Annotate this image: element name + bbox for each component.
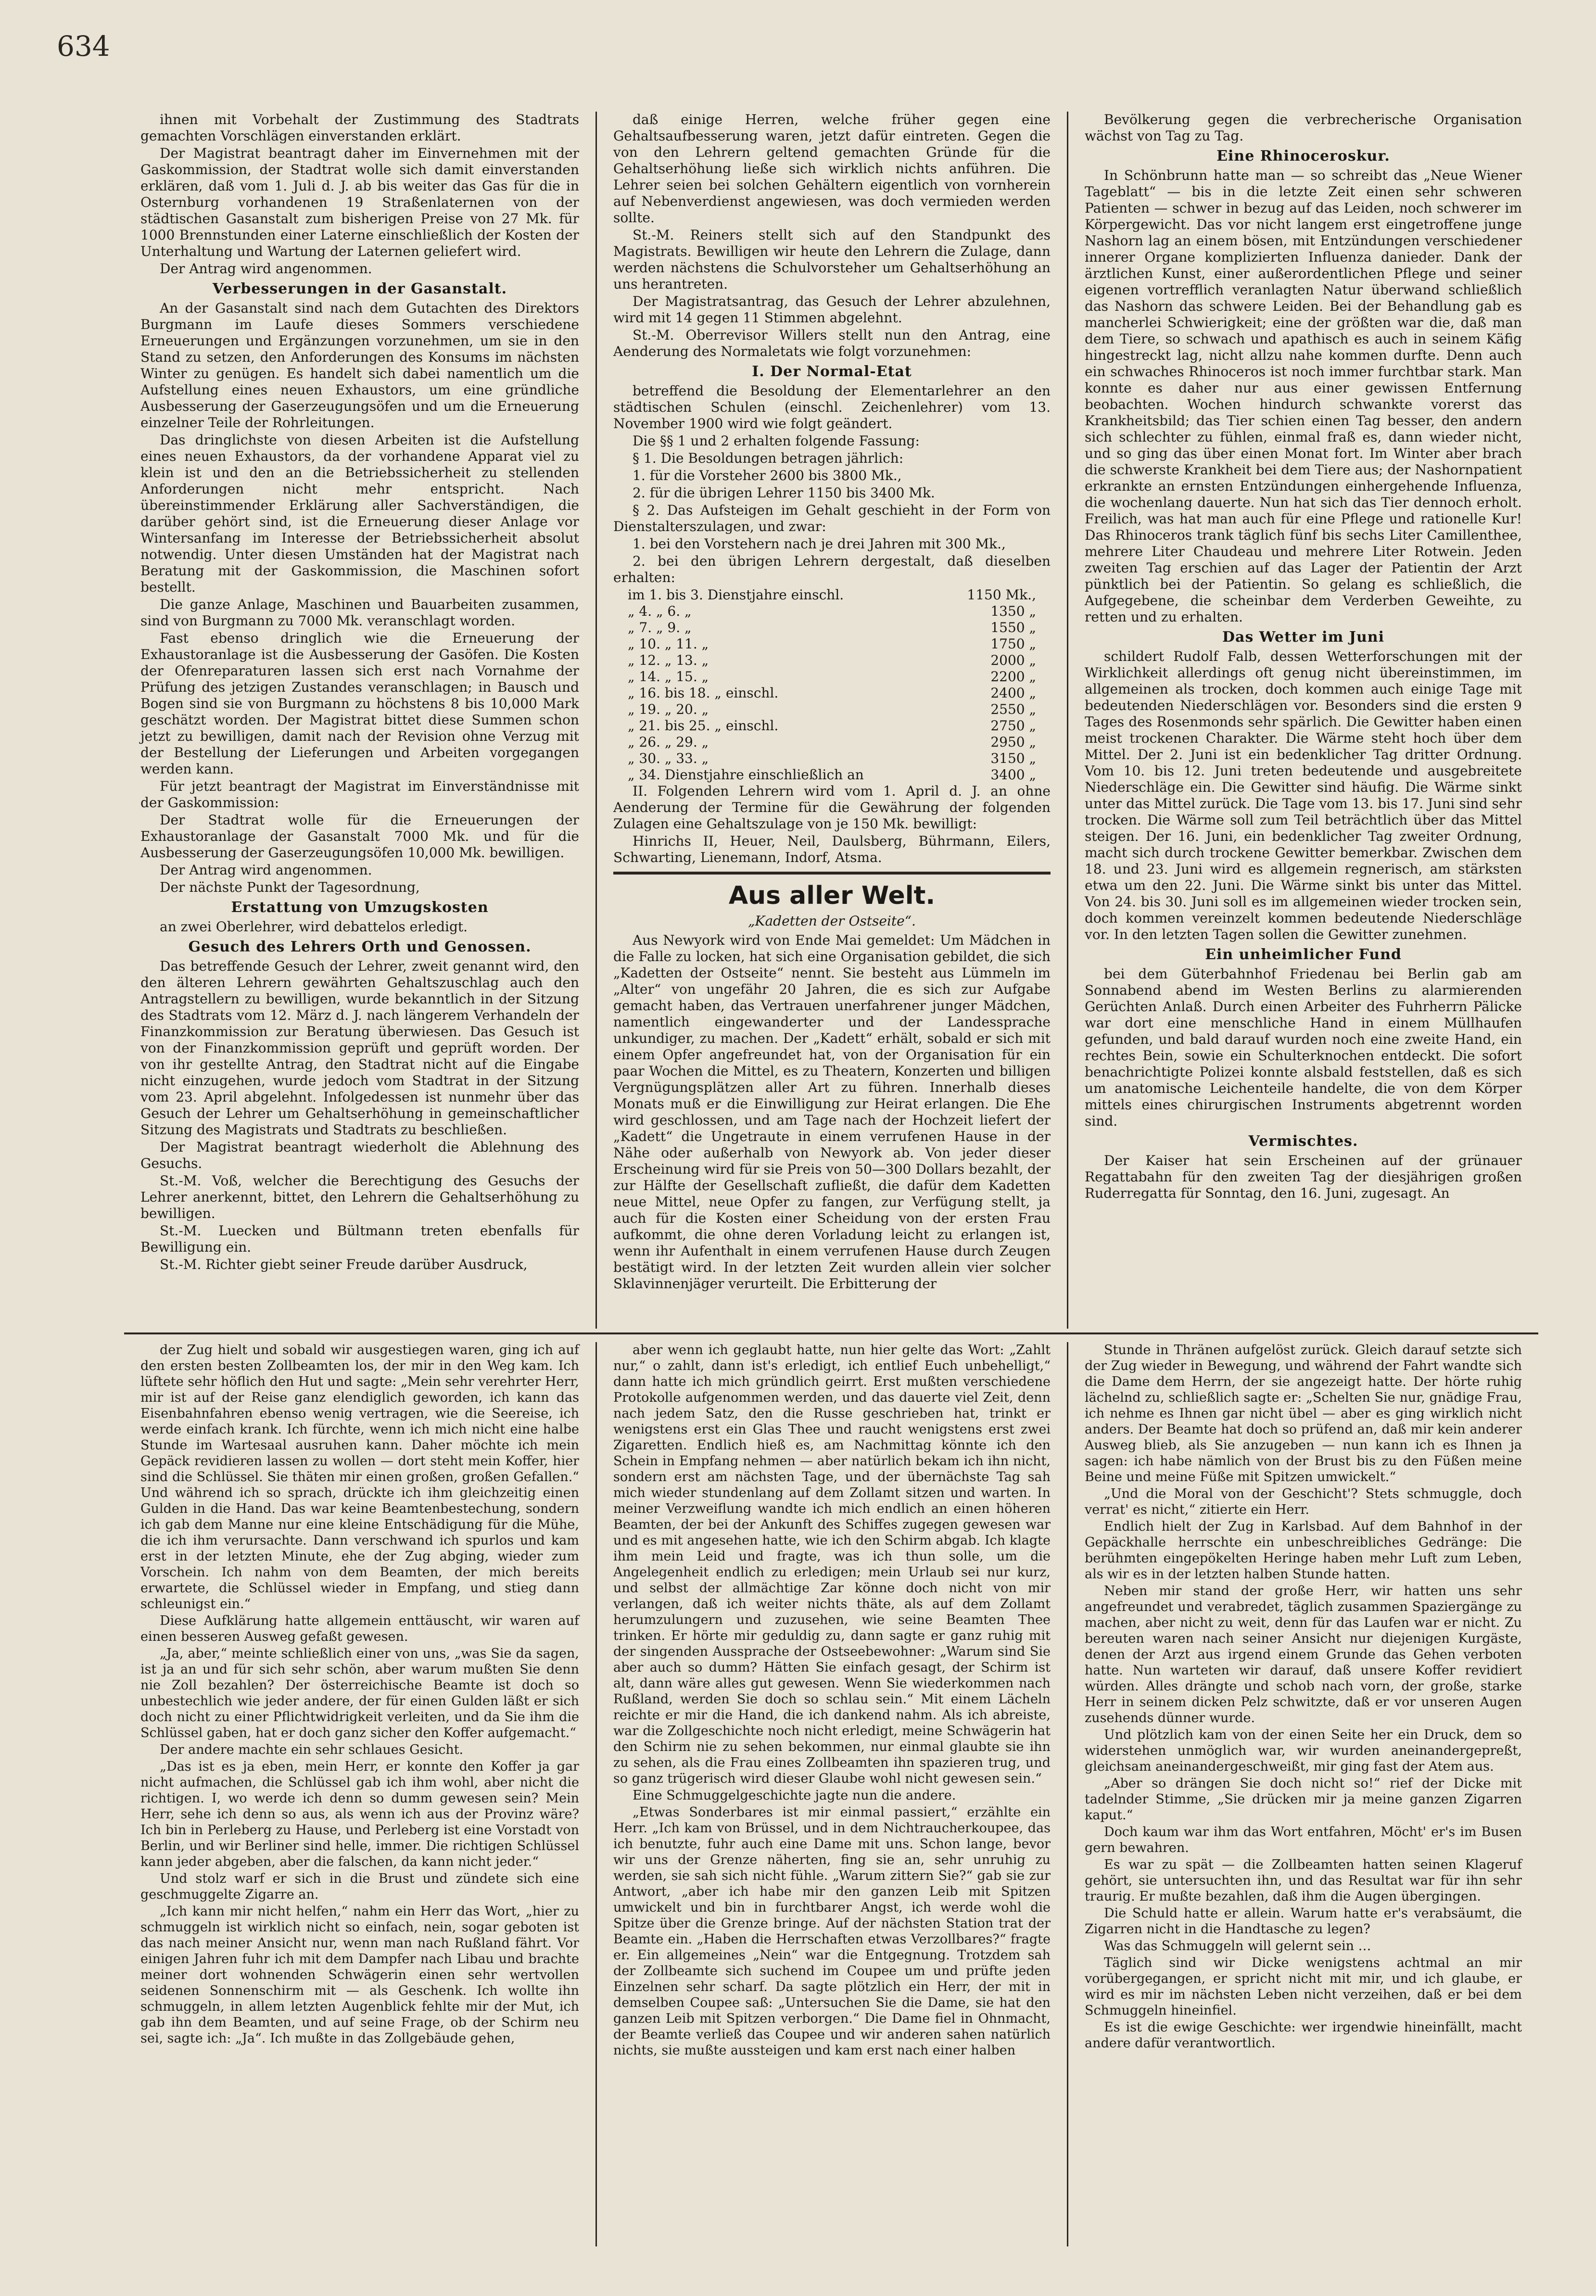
salary-amount: 1150 Mk., bbox=[967, 587, 1036, 603]
paragraph: bei dem Güterbahnhof Friedenau bei Berlin gab am Sonnabend abend im Westen Berlins zu alarmierenden Gerüchten Anlaß. Durch einen Arbeiter des Fuhrherrn Pälicke war dort eine menschliche Hand in einem Müllhaufen gefunden, und bald darauf wurden noch eine zweite Hand, ein rechtes Bein, sowie ein Schulterknochen entdeckt. Die sofort benachrichtigte Polizei konnte alsbald feststellen, daß es sich um anatomische Leichenteile handelte, die von dem Körper mittels eines chirurgischen Instruments abgetrennt worden sind. bbox=[1085, 966, 1522, 1129]
paragraph: Der Magistratsantrag, das Gesuch der Lehrer abzulehnen, wird mit 14 gegen 11 Stimmen abgelehnt. bbox=[613, 293, 1051, 326]
paragraph: Hinrichs II, Heuer, Neil, Daulsberg, Bührmann, Eilers, Schwarting, Lienemann, Indorf, Atsma. bbox=[613, 833, 1051, 865]
paragraph: Der Antrag wird angenommen. bbox=[160, 862, 372, 878]
upper-column-3 bbox=[1067, 112, 1538, 1329]
salary-range: „ 21. bis 25. „ einschl. bbox=[628, 718, 779, 734]
paragraph: betreffend die Besoldung der Elementarlehrer an den städtischen Schulen (einschl. Zeichenlehrer) vom 13. November 1900 wird wie folgt geändert. bbox=[613, 383, 1051, 431]
salary-amount: 3150 „ bbox=[990, 750, 1036, 766]
paragraph: an zwei Oberlehrer, wird debattelos erledigt. bbox=[160, 919, 468, 935]
salary-range: „ 4. „ 6. „ bbox=[628, 603, 692, 619]
paragraph: „Ich kann mir nicht helfen,“ nahm ein Herr das Wort, „hier zu schmuggeln ist wirklich nicht so einfach, nein, sogar geboten ist das nach meiner Ansicht nur, wenn man nach Rußland fährt. Vor einigen Jahren fuhr ich mit dem Dampfer nach Libau und brachte meiner dort wohnenden Schwägerin einen sehr wertvollen seidenen Sonnenschirm mit — als Geschenk. Ich wollte ihn schmuggeln, in allem letzten Augenblick fehlte mir der Mut, ich gab ihn dem Beamten, und auf seine Frage, ob der Schirm neu sei, sagte ich: „Ja“. Ich mußte in das Zollgebäude gehen, bbox=[140, 1904, 579, 2046]
lower-column-3 bbox=[1067, 1342, 1538, 2246]
paragraph: Aus Newyork wird von Ende Mai gemeldet: Um Mädchen in die Falle zu locken, hat sich eine Organisation gebildet, die sich „Kadetten der Ostseite“ nennt. Sie besteht aus Lümmeln im „Alter“ von ungefähr 20 Jahren, die es sich zur Aufgabe gemacht haben, das Vertrauen unerfahrener junger Mädchen, namentlich eingewanderter und der Landessprache unkundiger, zu machen. Der „Kadett“ erhält, sobald er sich mit einem Opfer angefreundet hat, von der Organisation für ein paar Wochen die Mittel, es zu Theatern, Konzerten und billigen Vergnügungsplätzen aller Art zu führen. Innerhalb dieses Monats muß er die Einwilligung zur Heirat erlangen. Die Ehe wird geschlossen, und am Tage nach der Hochzeit liefert der „Kadett“ die Ungetraute in einem verrufenen Hause in der Nähe oder außerhalb von Newyork ab. Von jeder dieser Erscheinung wird für sie Preis von 50—300 Dollars bezahlt, der zur Hälfte der Gesellschaft zufließt, die dafür dem Kadetten neue Mittel, neue Opfer zu fangen, zur Verfügung stellt, ja auch für die Kosten einer Scheidung von der ersten Frau aufkommt, die ohne deren Vorladung leicht zu erlangen ist, wenn ihr Aufenthalt in einem verrufenen Hause durch Zeugen bestätigt wird. In der letzten Zeit wurden allein vier solcher Sklavinnenjäger verurteilt. Die Erbitterung der bbox=[613, 932, 1051, 1292]
salary-range: „ 12. „ 13. „ bbox=[628, 652, 709, 668]
paragraph: Endlich hielt der Zug in Karlsbad. Auf dem Bahnhof in der Gepäckhalle herrschte ein unbeschreibliches Gedränge: Die berühmten eingepökelten Heringe haben mehr Luft zum Leben, als wir es in der letzten halben Stunde hatten. bbox=[1085, 1519, 1522, 1582]
article-heading: Verbesserungen in der Gasanstalt. bbox=[212, 280, 507, 297]
paragraph: § 2. Das Aufsteigen im Gehalt geschieht in der Form von Dienstalterszulagen, und zwar: bbox=[613, 502, 1051, 534]
salary-range: „ 14. „ 15. „ bbox=[628, 669, 709, 685]
paragraph: Die §§ 1 und 2 erhalten folgende Fassung: bbox=[633, 433, 920, 449]
salary-row bbox=[613, 603, 1051, 620]
paragraph: Neben mir stand der große Herr, wir hatten uns sehr angefreundet und verabredet, täglich zusammen Spaziergänge zu machen, aber nicht zu weit, denn für das Laufen war er nicht. Zu bereuten waren nach seiner Ansicht nur diejenigen Kurgäste, denen der Arzt aus irgend einem Grunde das Gehen verboten hatte. Nun warteten wir darauf, daß unsere Koffer revidiert würden. Alles drängte und schob nach vorn, der große, starke Herr in seinem dicken Pelz schwitzte, daß er vor unseren Augen zusehends dünner wurde. bbox=[1085, 1584, 1522, 1725]
salary-range: „ 10. „ 11. „ bbox=[628, 636, 709, 652]
paragraph: Das betreffende Gesuch der Lehrer, zweit genannt wird, den den älteren Lehrern gewährten Gehaltszuschlag auch den Antragstellern zu bewilligen, wurde bekanntlich in der Sitzung des Stadtrats vom 12. März d. J. nach längerem Verhandeln der Finanzkommission zur Beratung überwiesen. Das Gesuch ist von der Finanzkommission geprüft und geprüft worden. Der von ihr gestellte Antrag, den Stadtrat nicht auf die Eingabe nicht einzugehen, wurde jedoch vom Stadtrat in der Sitzung vom 23. April abgelehnt. Infolgedessen ist nunmehr über das Gesuch der Lehrer um Gehaltserhöhung in gemeinschaftlicher Sitzung des Magistrats und Stadtrats zu beschließen. bbox=[140, 958, 579, 1138]
salary-amount: 1350 „ bbox=[990, 603, 1036, 619]
paragraph: Stunde in Thränen aufgelöst zurück. Gleich darauf setzte sich der Zug wieder in Bewegung, und während der Fahrt wandte sich die Dame dem Herrn, der sie angezeigt hatte. Der hörte ruhig lächelnd zu, schließlich sagte er: „Schelten Sie nur, gnädige Frau, ich nehme es Ihnen gar nicht übel — aber es ging wirklich nicht anders. Der Beamte hat doch so prüfend an, daß mir kein anderer Ausweg blieb, als Sie anzugeben — nun kann ich es Ihnen ja sagen: ich habe nämlich von der Brust bis zu den Füßen meine Beine und meine Füße mit Spitzen umwickelt.“ bbox=[1085, 1343, 1522, 1484]
article-heading: Ein unheimlicher Fund bbox=[1205, 946, 1402, 963]
section-heading: Aus aller Welt. bbox=[613, 872, 1051, 910]
paragraph: Doch kaum war ihm das Wort entfahren, Möcht' er's im Busen gern bewahren. bbox=[1085, 1825, 1522, 1855]
paragraph: Es war zu spät — die Zollbeamten hatten seinen Klageruf gehört, sie untersuchten ihn, und das Resultat war für ihn sehr traurig. Er mußte bezahlen, daß ihm die Augen übergingen. bbox=[1085, 1857, 1522, 1904]
paragraph: Das dringlichste von diesen Arbeiten ist die Aufstellung eines neuen Exhaustors, da der vorhandene Apparat viel zu klein ist und den an die Betriebssicherheit zu stellenden Anforderungen nicht mehr entspricht. Nach übereinstimmender Erklärung aller Sachverständigen, die darüber gehört sind, ist die Erneuerung dieser Anlage vor Wintersanfang im Interesse der Betriebssicherheit absolut notwendig. Unter diesen Umständen hat der Magistrat nach Beratung mit der Gaskommission, die Maschinen sofort bestellt. bbox=[140, 432, 579, 595]
paragraph: „Und die Moral von der Geschicht'? Stets schmuggle, doch verrat' es nicht,“ zitierte ein Herr. bbox=[1085, 1486, 1522, 1517]
page-number: 634 bbox=[57, 30, 110, 63]
salary-amount: 3400 „ bbox=[990, 767, 1036, 783]
salary-amount: 2750 „ bbox=[990, 718, 1036, 734]
article-heading: Gesuch des Lehrers Orth und Genossen. bbox=[188, 939, 532, 955]
salary-amount: 2950 „ bbox=[990, 734, 1036, 750]
paragraph: Und plötzlich kam von der einen Seite her ein Druck, dem so widerstehen unmöglich war, wir wurden aneinandergepreßt, gleichsam aneinandergeschweißt, mir ging fast der Atem aus. bbox=[1085, 1727, 1522, 1774]
lower-feuilleton bbox=[124, 1342, 1538, 2246]
salary-amount: 2200 „ bbox=[990, 669, 1036, 685]
paragraph: Und stolz warf er sich in die Brust und zündete sich eine geschmuggelte Zigarre an. bbox=[140, 1871, 579, 1902]
paragraph: St.-M. Richter giebt seiner Freude darüber Ausdruck, bbox=[160, 1256, 528, 1272]
upper-column-1 bbox=[124, 112, 595, 1329]
paragraph: Der Magistrat beantragt wiederholt die Ablehnung des Gesuchs. bbox=[140, 1139, 579, 1171]
article-heading: Erstattung von Umzugskosten bbox=[231, 899, 489, 916]
paragraph: An der Gasanstalt sind nach dem Gutachten des Direktors Burgmann im Laufe dieses Sommers verschiedene Erneuerungen und Ergänzungen vorzunehmen, um sie in den Stand zu setzen, den Anforderungen des Konsums im nächsten Winter zu genügen. Es handelt sich dabei namentlich um die Aufstellung eines neuen Exhaustors, um eine gründliche Ausbesserung der Gaserzeugungsöfen und um die Erneuerung einzelner Teile der Rohrleitungen. bbox=[140, 300, 579, 431]
paragraph: 2. für die übrigen Lehrer 1150 bis 3400 Mk. bbox=[633, 485, 935, 501]
paragraph: „Das ist es ja eben, mein Herr, er konnte den Koffer ja gar nicht aufmachen, die Schlüssel gab ich ihm wohl, aber nicht die richtigen. I, wo werde ich denn so dumm gewesen sein? Mein Herr, sehe ich denn so aus, als wenn ich aus der Provinz wäre? Ich bin in Perleberg zu Hause, und Perleberg ist eine Vorstadt von Berlin, und wir Berliner sind helle, immer. Die richtigen Schlüssel kann jeder abgeben, aber die falschen, da kann nicht jeder.“ bbox=[140, 1759, 579, 1869]
salary-amount: 2400 „ bbox=[990, 685, 1036, 701]
paragraph: Täglich sind wir Dicke wenigstens achtmal an mir vorübergegangen, er spricht nicht mit mir, und ich glaube, er wird es mir im nächsten Leben nicht verzeihen, daß er bei dem Schmuggeln hineinfiel. bbox=[1085, 1955, 1522, 2018]
paragraph: In Schönbrunn hatte man — so schreibt das „Neue Wiener Tageblatt“ — bis in die letzte Zeit einen sehr schweren Patienten — schwer in bezug auf das Leiden, noch schwerer im Körpergewicht. Das vor nicht langem erst eingetroffene junge Nashorn lag an einem bösen, mit Entzündungen verschiedener innerer Organe komplizierten Influenza danieder. Dank der ärztlichen Kunst, einer außerordentlichen Pflege und seiner eigenen vortrefflich veranlagten Natur überwand schließlich das Nashorn das schwere Leiden. Bei der Behandlung gab es mancherlei Schwierigkeit; eine der größten war die, daß man dem Tiere, so schwach und apathisch es auch in seinem Käfig hingestreckt lag, nicht allzu nahe kommen durfte. Denn auch ein schwaches Rhinoceros ist noch immer furchtbar stark. Man konnte es daher nur aus einer gewissen Entfernung beobachten. Wochen hindurch schwankte vorerst das Krankheitsbild; das Tier schien einen Tag besser, den andern sich schlechter zu fühlen, einmal fraß es, dann wieder nicht, und so ging das über einen Monat fort. Im Winter aber brach die schwerste Krankheit bei dem Tiere aus; der Nashornpatient erkrankte an ernsten Entzündungen einhergehende Influenza, die wochenlang dauerte. Nun hat sich das Tier dennoch erholt. Freilich, was hat man auch für eine Pflege und rationelle Kur! Das Rhinoceros trank täglich fünf bis sechs Liter Camillenthee, mehrere Liter Chaudeau und mehrere Liter Rotwein. Jeden zweiten Tag erschien auf das Lager der Patientin der Arzt pünktlich bei der Patientin. So gelang es schließlich, die Aufgegebene, die scheinbar dem Verderben Geweihte, zu retten und zu erhalten. bbox=[1085, 167, 1522, 625]
paragraph: Der Stadtrat wolle für die Erneuerungen der Exhaustoranlage der Gasanstalt 7000 Mk. und für die Ausbesserung der Gaserzeugungsöfen 10,000 Mk. bewilligen. bbox=[140, 812, 579, 861]
paragraph: daß einige Herren, welche früher gegen eine Gehaltsaufbesserung waren, jetzt dafür eintreten. Gegen die von den Lehrern geltend gemachten Gründe für die Gehaltserhöhung ließe sich wirklich nichts anführen. Die Lehrer seien bei solchen Gehältern eigentlich von vornherein auf Nebenverdienst angewiesen, was doch vermieden werden sollte. bbox=[613, 112, 1051, 226]
paragraph: ihnen mit Vorbehalt der Zustimmung des Stadtrats gemachten Vorschlägen einverstanden erklärt. bbox=[140, 112, 579, 144]
paragraph: Was das Schmuggeln will gelernt sein … bbox=[1104, 1939, 1371, 1954]
paragraph: St.-M. Luecken und Bültmann treten ebenfalls für Bewilligung ein. bbox=[140, 1223, 579, 1255]
paragraph: „Ja, aber,“ meinte schließlich einer von uns, „was Sie da sagen, ist ja an und für sich sehr schön, aber warum mußten Sie denn nie Zoll bezahlen? Der österreichische Beamte ist doch so unbestechlich wie jeder andere, der für einen Gulden läßt er sich doch nicht zu einer Pflichtwidrigkeit verleiten, und da Sie ihm die Schlüssel gaben, hat er doch ganz sicher den Koffer aufgemacht.“ bbox=[140, 1646, 579, 1740]
paragraph: Der Magistrat beantragt daher im Einvernehmen mit der Gaskommission, der Stadtrat wolle sich damit einverstanden erklären, daß vom 1. Juli d. J. ab bis weiter das Gas für die in Osternburg vorhandenen 19 Straßenlaternen von der städtischen Gasanstalt zum bisherigen Preise von 27 Mk. für 1000 Brennstunden einer Laterne einschließlich der Kosten der Unterhaltung und Wartung der Laternen geliefert wird. bbox=[140, 145, 579, 259]
paragraph: „Etwas Sonderbares ist mir einmal passiert,“ erzählte ein Herr. „Ich kam von Brüssel, und in dem Nichtraucherkoupee, das ich benutzte, fuhr auch eine Dame mit uns. Schon lange, bevor wir uns der Grenze näherten, fing sie an, sehr unruhig zu werden, sie sah sich nicht fühle. „Warum zittern Sie?“ gab sie zur Antwort, „aber ich habe mir den ganzen Leib mit Spitzen umwickelt und bin in furchtbarer Angst, ich werde wohl die Spitze über die Grenze bringe. Auf der nächsten Station trat der Beamte ein. „Haben die Herrschaften etwas Verzollbares?“ fragte er. Ein allgemeines „Nein“ war die Entgegnung. Trotzdem sah der Zollbeamte sich suchend im Coupee um und prüfte jeden Einzelnen sehr scharf. Da sagte plötzlich ein Herr, der mit in demselben Coupee saß: „Untersuchen Sie die Dame, sie hat den ganzen Leib mit Spitzen verborgen.“ Die Dame fiel in Ohnmacht, der Beamte verließ das Coupee und wir anderen sahen natürlich nichts, sie mußte aussteigen und kam erst nach einer halben bbox=[613, 1805, 1051, 2058]
paragraph: Fast ebenso dringlich wie die Erneuerung der Exhaustoranlage ist die Ausbesserung der Gasöfen. Die Kosten der Ofenreparaturen lassen sich erst nach Vornahme der Prüfung des jetzigen Zustandes veranschlagen; in Bausch und Bogen sind sie von Burgmann zu höchstens 8 bis 10,000 Mark geschätzt worden. Der Magistrat bittet diese Summen schon jetzt zu bewilligen, damit nach der Revision ohne Verzug mit der Bestellung der Lieferungen und Arbeiten vorgegangen werden kann. bbox=[140, 630, 579, 777]
paragraph: aber wenn ich geglaubt hatte, nun hier gelte das Wort: „Zahlt nur,“ o zahlt, dann ist's erledigt, ich entlief Euch unbehelligt,“ dann hatte ich mich gründlich geirrt. Erst mußten verschiedene Protokolle aufgenommen werden, und das dauerte viel Zeit, denn nach jedem Satz, den die Russe geschrieben hat, trinkt er wenigstens erst ein Glas Thee und raucht wenigstens erst zwei Zigaretten. Endlich hieß es, am Nachmittag könnte ich den Schein in Empfang nehmen — aber natürlich bekam ich ihn nicht, sondern erst am nächsten Tage, und der übernächste Tag sah mich wieder stundenlang auf dem Zollamt sitzen und warten. In meiner Verzweiflung wandte ich mich endlich an einen höheren Beamten, der bei der Ankunft des Schiffes zugegen gewesen war und es mit angesehen hatte, wie ich den Schirm abgab. Ich klagte ihm mein Leid und fragte, was ich thun solle, um die Angelegenheit endlich zu erledigen; mein Urlaub sei nur kurz, und selbst der allmächtige Zar könne doch nicht von mir verlangen, daß ich weiter nichts thäte, als auf dem Zollamt herumzulungern und zuzusehen, wie seine Beamten Thee trinken. Er hörte mir geduldig zu, dann sagte er ganz ruhig mit der singenden Aussprache der Ostseebewohner: „Warum sind Sie aber auch so dumm? Hätten Sie einfach gesagt, der Schirm ist alt, dann wäre alles gut gewesen. Wenn Sie wiederkommen nach Rußland, werden Sie doch so schlau sein.“ Mit einem Lächeln reichte er mir die Hand, die ich dankend nahm. Als ich abreiste, war die Zollgeschichte noch nicht erledigt, meine Schwägerin hat den Schirm nie zu sehen bekommen, nur einmal glaubte sie ihn zu sehen, als die Frau eines Zollbeamten ihn spazieren trug, und so ganz trügerisch wird dieser Glaube wohl nicht gewesen sein.“ bbox=[613, 1343, 1051, 1786]
paragraph: Diese Aufklärung hatte allgemein enttäuscht, wir waren auf einen besseren Ausweg gefaßt gewesen. bbox=[140, 1613, 579, 1644]
paragraph: 2. bei den übrigen Lehrern dergestalt, daß dieselben erhalten: bbox=[613, 553, 1051, 585]
salary-range: „ 26. „ 29. „ bbox=[628, 734, 709, 750]
paragraph: Eine Schmuggelgeschichte jagte nun die andere. bbox=[633, 1788, 956, 1803]
paragraph: Der andere machte ein sehr schlaues Gesicht. bbox=[160, 1742, 464, 1757]
paragraph: St.-M. Oberrevisor Willers stellt nun den Antrag, eine Aenderung des Normaletats wie folgt vorzunehmen: bbox=[613, 327, 1051, 359]
paragraph: Bevölkerung gegen die verbrecherische Organisation wächst von Tag zu Tag. bbox=[1085, 112, 1522, 144]
paragraph: St.-M. Voß, welcher die Berechtigung des Gesuchs der Lehrer anerkennt, bittet, den Lehrern die Gehaltserhöhung zu bewilligen. bbox=[140, 1173, 579, 1221]
salary-amount: 1550 „ bbox=[990, 620, 1036, 635]
salary-range: im 1. bis 3. Dienstjahre einschl. bbox=[628, 587, 844, 603]
salary-row bbox=[613, 685, 1051, 701]
paragraph: Für jetzt beantragt der Magistrat im Einverständnisse mit der Gaskommission: bbox=[140, 778, 579, 811]
salary-range: „ 30. „ 33. „ bbox=[628, 750, 709, 766]
salary-row bbox=[613, 669, 1051, 685]
paragraph: 1. bei den Vorstehern nach je drei Jahren mit 300 Mk., bbox=[633, 536, 1006, 552]
salary-row bbox=[613, 718, 1051, 734]
centered-line: I. Der Normal-Etat bbox=[752, 363, 912, 380]
paragraph: Die ganze Anlage, Maschinen und Bauarbeiten zusammen, sind von Burgmann zu 7000 Mk. veranschlagt worden. bbox=[140, 596, 579, 629]
salary-row bbox=[613, 767, 1051, 783]
salary-amount: 2550 „ bbox=[990, 701, 1036, 717]
article-heading: Das Wetter im Juni bbox=[1222, 629, 1384, 646]
paragraph: St.-M. Reiners stellt sich auf den Standpunkt des Magistrats. Bewilligen wir heute den Lehrern die Zulage, dann werden nächstens die Schulvorsteher um Gehaltserhöhung an uns herantreten. bbox=[613, 227, 1051, 292]
salary-row bbox=[613, 620, 1051, 636]
salary-range: „ 7. „ 9. „ bbox=[628, 620, 692, 635]
paragraph: Der Kaiser hat sein Erscheinen auf der grünauer Regattabahn für den zweiten Tag der diesjährigen großen Ruderregatta für Sonntag, den 16. Juni, zugesagt. An bbox=[1085, 1153, 1522, 1201]
paragraph: Der Antrag wird angenommen. bbox=[160, 261, 372, 277]
paragraph: Es ist die ewige Geschichte: wer irgendwie hineinfällt, macht andere dafür verantwortlich. bbox=[1085, 2020, 1522, 2051]
paragraph: II. Folgenden Lehrern wird vom 1. April d. J. an ohne Aenderung der Termine für die Gewährung der folgenden Zulagen eine Gehaltszulage von je 150 Mk. bewilligt: bbox=[613, 783, 1051, 832]
lower-column-2 bbox=[595, 1342, 1067, 2246]
salary-row bbox=[613, 734, 1051, 750]
salary-row bbox=[613, 587, 1051, 603]
paragraph: Die Schuld hatte er allein. Warum hatte er's verabsäumt, die Zigarren nicht in die Handtasche zu legen? bbox=[1085, 1906, 1522, 1937]
article-heading: Vermischtes. bbox=[1248, 1133, 1358, 1150]
article-subtitle: „Kadetten der Ostseite“. bbox=[748, 913, 916, 929]
paragraph: § 1. Die Besoldungen betragen jährlich: bbox=[633, 450, 904, 466]
paragraph: der Zug hielt und sobald wir ausgestiegen waren, ging ich auf den ersten besten Zollbeamten los, der mir in den Weg kam. Ich lüftete sehr höflich den Hut und sagte: „Mein sehr verehrter Herr, mir ist auf der Reise ganz elendiglich geworden, ich kann das Eisenbahnfahren ebenso wenig vertragen, wie die Seereise, ich werde einfach krank. Ich fürchte, wenn ich mich nicht eine halbe Stunde im Wartesaal ausruhen kann. Daher möchte ich mein Gepäck revidieren lassen zu wollen — dort steht mein Koffer, hier sind die Schlüssel. Sie thäten mir einen großen, großen Gefallen.“ Und während ich so sprach, drückte ich ihm gleichzeitig einen Gulden in die Hand. Das war keine Beamtenbestechung, sondern ich gab dem Manne nur eine kleine Entschädigung für die Mühe, die ich ihm verursachte. Dann verschwand ich spurlos und kam erst in der letzten Minute, ehe der Zug abging, wieder zum Vorschein. Ich nahm von dem Beamten, der mich bereits erwartete, die Schlüssel wieder in Empfang, und stieg dann schleunigst ein.“ bbox=[140, 1343, 579, 1611]
section-divider bbox=[124, 1332, 1538, 1334]
paragraph: 1. für die Vorsteher 2600 bis 3800 Mk., bbox=[633, 468, 902, 483]
salary-range: „ 16. bis 18. „ einschl. bbox=[628, 685, 779, 701]
article-heading: Eine Rhinoceroskur. bbox=[1216, 148, 1390, 165]
paragraph: Der nächste Punkt der Tagesordnung, bbox=[160, 879, 420, 895]
paragraph: schildert Rudolf Falb, dessen Wetterforschungen mit der Wirklichkeit allerdings oft genug nicht übereinstimmen, im allgemeinen als trocken, doch kommen auch einige Tage mit bedeutenden Niederschlägen vor. Besonders sind die ersten 9 Tages des Rosenmonds sehr spärlich. Die Gewitter haben einen meist trockenen Charakter. Die Wärme steht hoch über dem Mittel. Der 2. Juni ist ein bedenklicher Tag dritter Ordnung. Vom 10. bis 12. Juni treten bedeutende und ausgebreitete Niederschläge ein. Die Gewitter sind häufig. Die Wärme sinkt unter das Mittel zurück. Die Tage vom 13. bis 17. Juni sind sehr trocken. Die Wärme soll zum Teil beträchtlich über das Mittel steigen. Der 16. Juni, ein bedenklicher Tag zweiter Ordnung, macht sich durch trockene Gewitter bemerkbar. Zwischen dem 18. und 23. Juni wird es allgemein regnerisch, am stärksten etwa um den 22. Juni. Die Wärme sinkt bis unter das Mittel. Von 24. bis 30. Juni soll es im allgemeinen wieder trocken sein, doch kommen vereinzelt kommen bedeutende Niederschläge vor. In den letzten Tagen sollen die Gewitter zunehmen. bbox=[1085, 648, 1522, 942]
salary-row bbox=[613, 701, 1051, 718]
salary-amount: 2000 „ bbox=[990, 652, 1036, 668]
lower-column-1 bbox=[124, 1342, 595, 2246]
salary-amount: 1750 „ bbox=[990, 636, 1036, 652]
salary-row bbox=[613, 636, 1051, 652]
paragraph: „Aber so drängen Sie doch nicht so!“ rief der Dicke mit tadelnder Stimme, „Sie drücken mir ja meine ganzen Zigarren kaput.“ bbox=[1085, 1776, 1522, 1823]
upper-section bbox=[124, 112, 1538, 1329]
salary-row bbox=[613, 652, 1051, 669]
upper-column-2 bbox=[595, 112, 1067, 1329]
salary-row bbox=[613, 750, 1051, 767]
salary-range: „ 19. „ 20. „ bbox=[628, 701, 709, 717]
salary-range: „ 34. Dienstjahre einschließlich an bbox=[628, 767, 864, 783]
